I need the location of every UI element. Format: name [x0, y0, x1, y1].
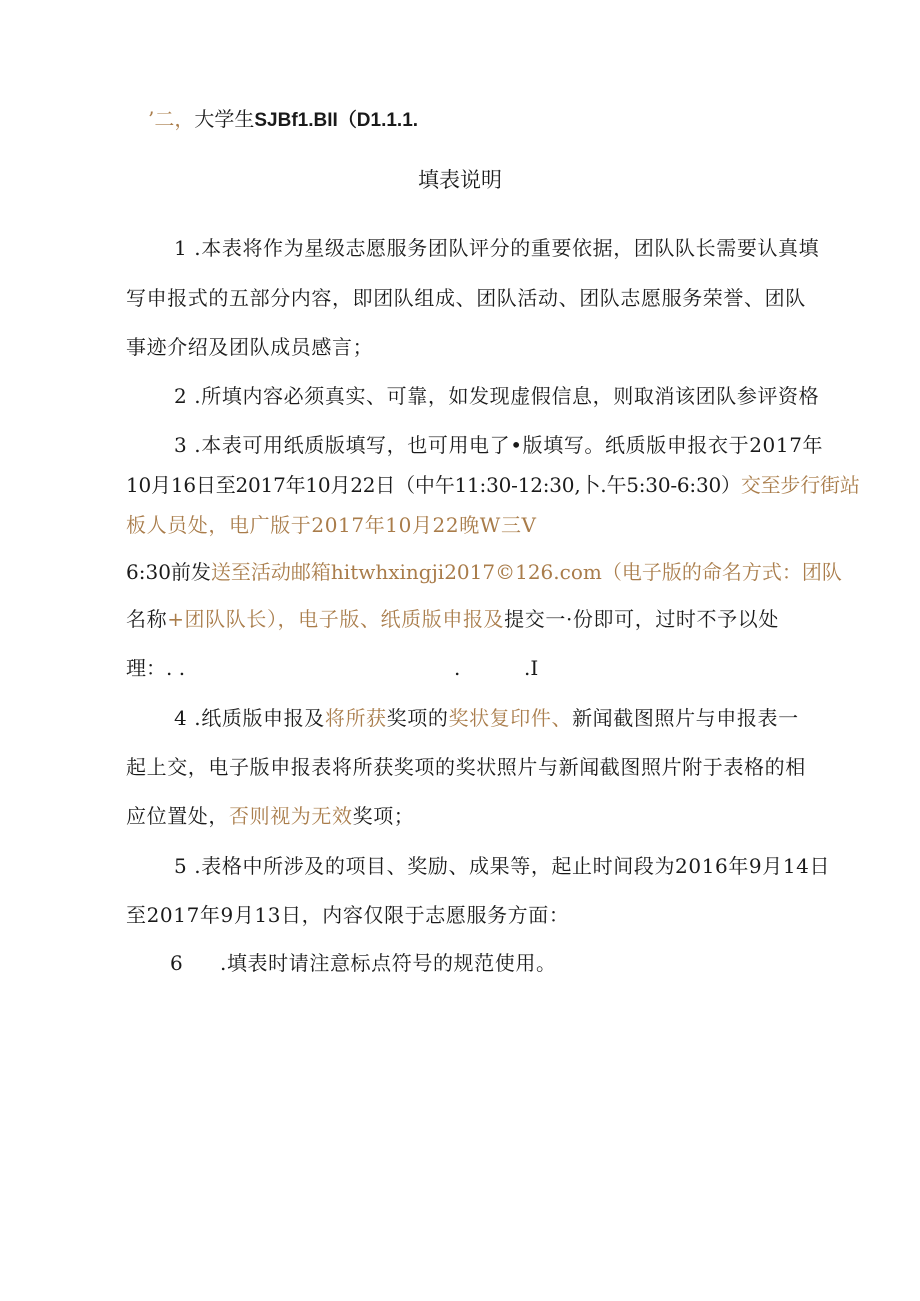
header-label: 大学生: [194, 107, 255, 131]
item3-line2-dates: 10月16日至2017年10月22日（中午11:30-12:30,卜.午5:30-6:30）: [126, 473, 741, 497]
item4-line3-b: 否则视为无效: [229, 804, 353, 828]
item5-line2: 至2017年9月13日，内容仅限于志愿服务方面：: [126, 903, 570, 927]
item3-line2-location: 交至步行街站: [740, 473, 860, 497]
item3-line1: 3 .本表可用纸质版填写，也可用电了•版填写。纸质版申报衣于2017年: [174, 433, 824, 457]
item4-line1-c: 奖项的: [386, 706, 449, 730]
item3-line6-a: 理：. .: [126, 656, 186, 680]
item4-line3-c: 奖项；: [352, 804, 415, 828]
item4-line3-a: 应位置处，: [126, 804, 229, 828]
item4-line2: 起上交，电子版申报表将所获奖项的奖状照片与新闻截图照片附于表格的相: [126, 755, 806, 779]
item1-line1: 1 .本表将作为星级志愿服务团队评分的重要依据，团队队长需要认真填: [174, 236, 820, 260]
item6-number: 6: [170, 951, 184, 975]
item3-line5-c: 提交一·份即可，过时不予以处: [504, 607, 779, 631]
item4-line1-b: 将所获: [324, 706, 387, 730]
page-title: 填表说明: [418, 168, 502, 192]
item3-line6-end: .I: [524, 656, 539, 680]
item6-text: .填表时请注意标点符号的规范使用。: [220, 951, 557, 975]
section-header: [148, 105, 418, 135]
header-suffix: （D1.1.1.: [337, 110, 419, 131]
item3-line4-email: 送至活动邮箱hitwhxingji2017©126.com（电子版的命名方式：团队: [210, 560, 842, 584]
item1-line2: 写申报式的五部分内容，即团队组成、团队活动、团队志愿服务荣誉、团队: [126, 286, 806, 310]
item3-line6: [126, 654, 539, 682]
header-code: SJBf1.BII: [254, 110, 338, 131]
item4-line1-a: 4 .纸质版申报及: [174, 706, 325, 730]
header-prefix: ’二，: [148, 107, 195, 131]
item3-line5-b: +团队队长），电子版、纸质版申报及: [167, 607, 505, 631]
item4-line3: [126, 802, 414, 830]
item4-line1-e: 新闻截图照片与申报表一: [572, 706, 799, 730]
item3-line5: [126, 605, 779, 633]
item4-line1: [174, 704, 799, 732]
item3-line2: [126, 471, 860, 499]
item5-line1: 5 .表格中所涉及的项目、奖励、成果等，起止时间段为2016年9月14日: [174, 854, 831, 878]
item3-line3-text: 板人员处，电广版于2017年10月22晚: [126, 513, 480, 537]
item3-line3-garble: W三V: [479, 513, 537, 537]
item4-line1-d: 奖状复印件、: [448, 706, 573, 730]
item3-line5-a: 名称: [126, 607, 168, 631]
item1-line3: 事迹介绍及团队成员感言；: [126, 335, 374, 359]
item2-line1: 2 .所填内容必须真实、可靠，如发现虚假信息，则取消该团队参评资格: [174, 384, 820, 408]
item3-line6-dot: .: [454, 656, 461, 680]
item3-line4: [126, 558, 842, 586]
item3-line4-time: 6:30前发: [126, 560, 211, 584]
item3-line3: [126, 511, 537, 539]
